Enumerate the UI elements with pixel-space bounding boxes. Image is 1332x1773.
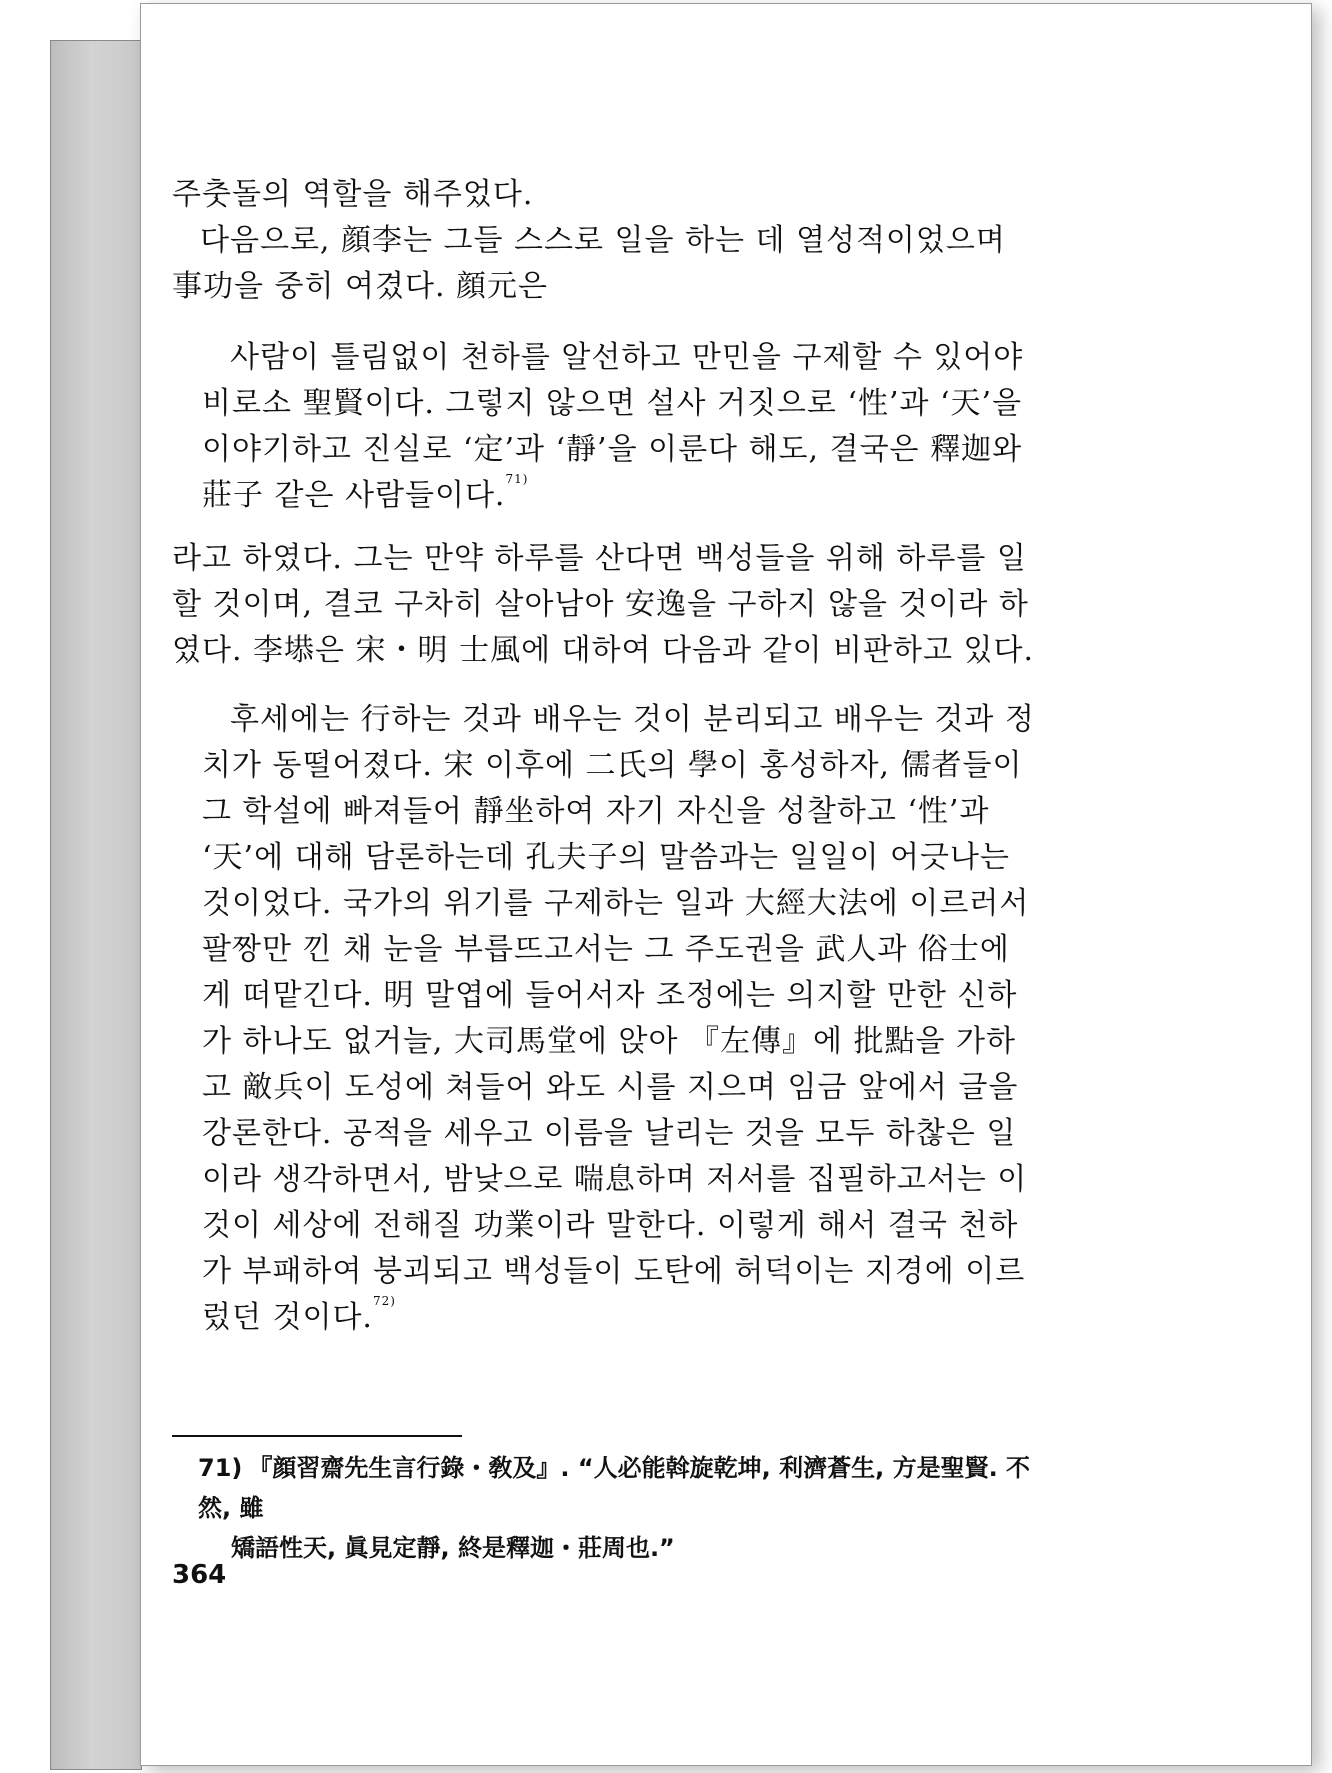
footnote-number: 71) — [198, 1454, 243, 1482]
block-quote-2 — [202, 697, 1037, 1341]
footnote-ref-72: 72) — [372, 1294, 396, 1308]
paragraph-2: 다음으로, 顔李는 그들 스스로 일을 하는 데 열성적이었으며 事功을 중히 여겼다. 顔元은 — [172, 223, 1006, 304]
footnote-line-1: 『顔習齋先生言行錄・敎及』. “人必能斡旋乾坤, 利濟蒼生, 方是聖賢. 不然, 雖 — [198, 1454, 1031, 1522]
block-quote-1-text: 사람이 틀림없이 천하를 알선하고 만민을 구제할 수 있어야 비로소 聖賢이다. 그렇지 않으면 설사 거짓으로 ‘性’과 ‘天’을 이야기하고 진실로 ‘定’과 ‘靜’을 이룬다 해도, 결국은 釋迦와 莊子 같은 사람들이다. — [202, 340, 1024, 513]
block-quote-1-paragraph — [202, 335, 1037, 519]
block-quote-1 — [202, 335, 1037, 519]
block-quote-2-paragraph — [202, 697, 1037, 1341]
footnote-ref-71: 71) — [505, 472, 529, 486]
body-text-top — [172, 172, 1047, 310]
body-text-middle — [172, 536, 1047, 674]
paragraph-1: 주춧돌의 역할을 해주었다. — [172, 177, 534, 212]
footnote-71 — [198, 1448, 1058, 1568]
page-number: 364 — [172, 1560, 227, 1590]
footnote-line-2: 矯語性天, 眞見定靜, 終是釋迦・莊周也.” — [231, 1534, 675, 1562]
paragraph-3: 라고 하였다. 그는 만약 하루를 산다면 백성들을 위해 하루를 일할 것이며, 결코 구차히 살아남아 安逸을 구하지 않을 것이라 하였다. 李塨은 宋・明 士風에 대하여 다음과 같이 비판하고 있다. — [172, 541, 1035, 668]
book-spine — [50, 40, 142, 1770]
block-quote-2-text: 후세에는 行하는 것과 배우는 것이 분리되고 배우는 것과 정치가 동떨어졌다. 宋 이후에 二氏의 學이 홍성하자, 儒者들이 그 학설에 빠져들어 靜坐하여 자기 자신을 성찰하고 ‘性’과 ‘天’에 대해 담론하는데 孔夫子의 말씀과는 일일이 어긋나는 것이었다. 국가의 위기를 구제하는 일과 大經大法에 이르러서 팔짱만 낀 채 눈을 부릅뜨고서는 그 주도권을 武人과 俗士에게 떠맡긴다. 明 말엽에 들어서자 조정에는 의지할 만한 신하가 하나도 없거늘, 大司馬堂에 앉아 『左傳』에 批點을 가하고 敵兵이 도성에 쳐들어 와도 시를 지으며 임금 앞에서 글을 강론한다. 공적을 세우고 이름을 날리는 것을 모두 하찮은 일이라 생각하면서, 밤낮으로 喘息하며 저서를 집필하고서는 이것이 세상에 전해질 功業이라 말한다. 이렇게 해서 결국 천하가 부패하여 붕괴되고 백성들이 도탄에 허덕이는 지경에 이르렀던 것이다. — [202, 702, 1035, 1335]
footnote-divider — [172, 1435, 462, 1437]
